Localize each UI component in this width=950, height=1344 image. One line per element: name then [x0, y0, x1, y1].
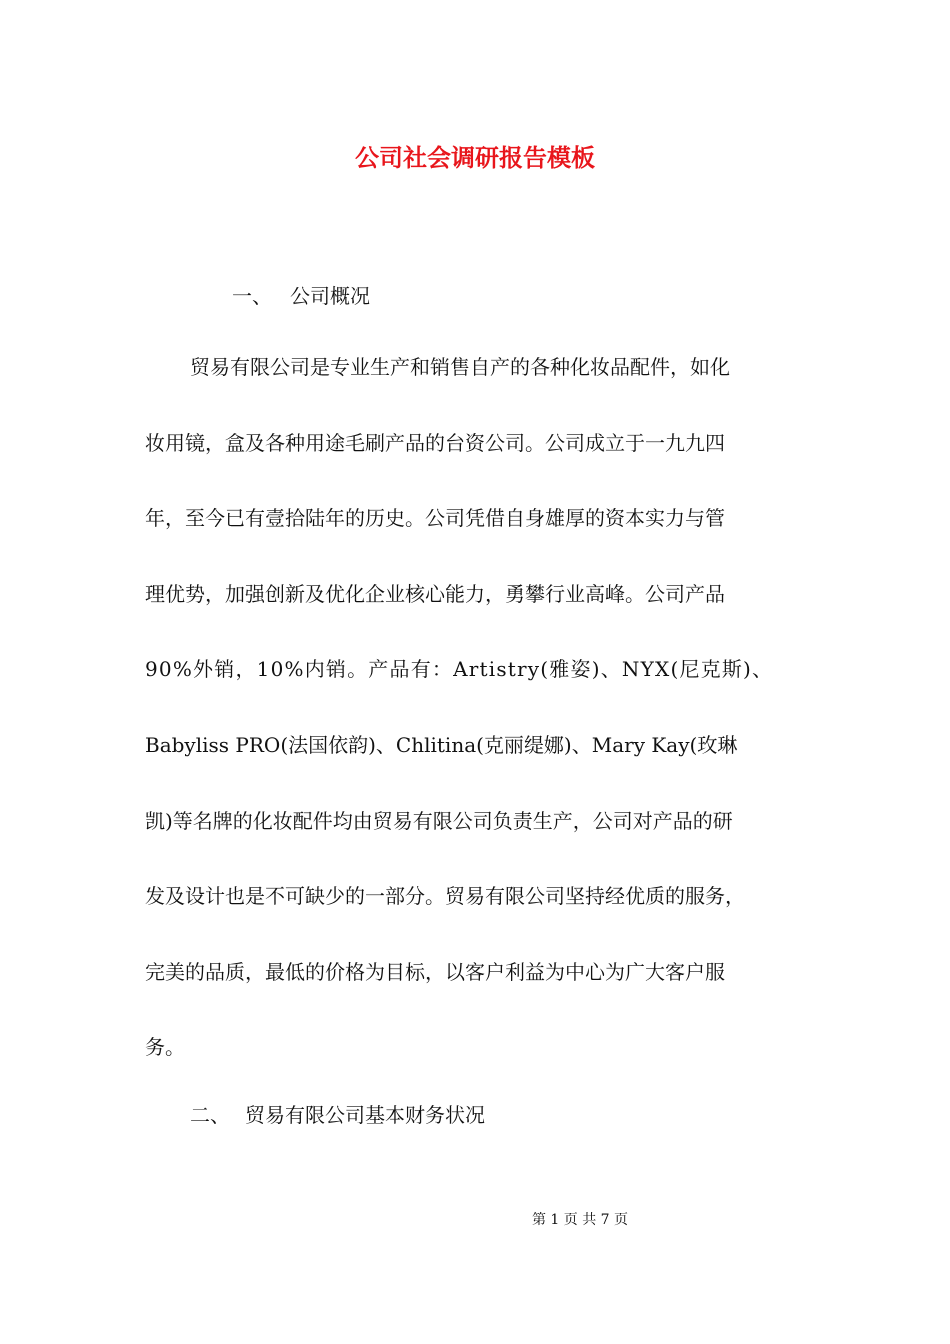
paragraph-line: 贸易有限公司是专业生产和销售自产的各种化妆品配件，如化	[190, 355, 730, 379]
paragraph-line: 凯)等名牌的化妆配件均由贸易有限公司负责生产，公司对产品的研	[145, 808, 733, 833]
page-footer: 第 1 页 共 7 页	[531, 1212, 629, 1228]
paragraph-line: 年，至今已有壹拾陆年的历史。公司凭借自身雄厚的资本实力与管	[145, 506, 725, 531]
section-title: 公司概况	[290, 284, 370, 308]
section-number: 一、	[232, 284, 272, 308]
paragraph-line: 完美的品质，最低的价格为目标，以客户利益为中心为广大客户服	[145, 959, 725, 984]
document-title: 公司社会调研报告模板	[355, 143, 595, 172]
paragraph-line: 妆用镜，盒及各种用途毛刷产品的台资公司。公司成立于一九九四	[145, 430, 725, 455]
paragraph-line: 发及设计也是不可缺少的一部分。贸易有限公司坚持经优质的服务，	[145, 884, 745, 909]
section-number: 二、	[190, 1103, 230, 1127]
paragraph-line: Babyliss PRO(法国依韵)、Chlitina(克丽缇娜)、Mary Kay(玫琳	[145, 732, 738, 757]
section-title: 贸易有限公司基本财务状况	[245, 1103, 485, 1127]
paragraph-line: 理优势，加强创新及优化企业核心能力，勇攀行业高峰。公司产品	[145, 581, 725, 606]
paragraph-line: 务。	[145, 1035, 185, 1060]
body-paragraph	[145, 352, 810, 1108]
section-heading-1	[232, 282, 370, 310]
section-heading-2	[190, 1101, 485, 1129]
paragraph-line: 90%外销，10%内销。产品有：Artistry(雅姿)、NYX(尼克斯)、	[145, 657, 774, 682]
